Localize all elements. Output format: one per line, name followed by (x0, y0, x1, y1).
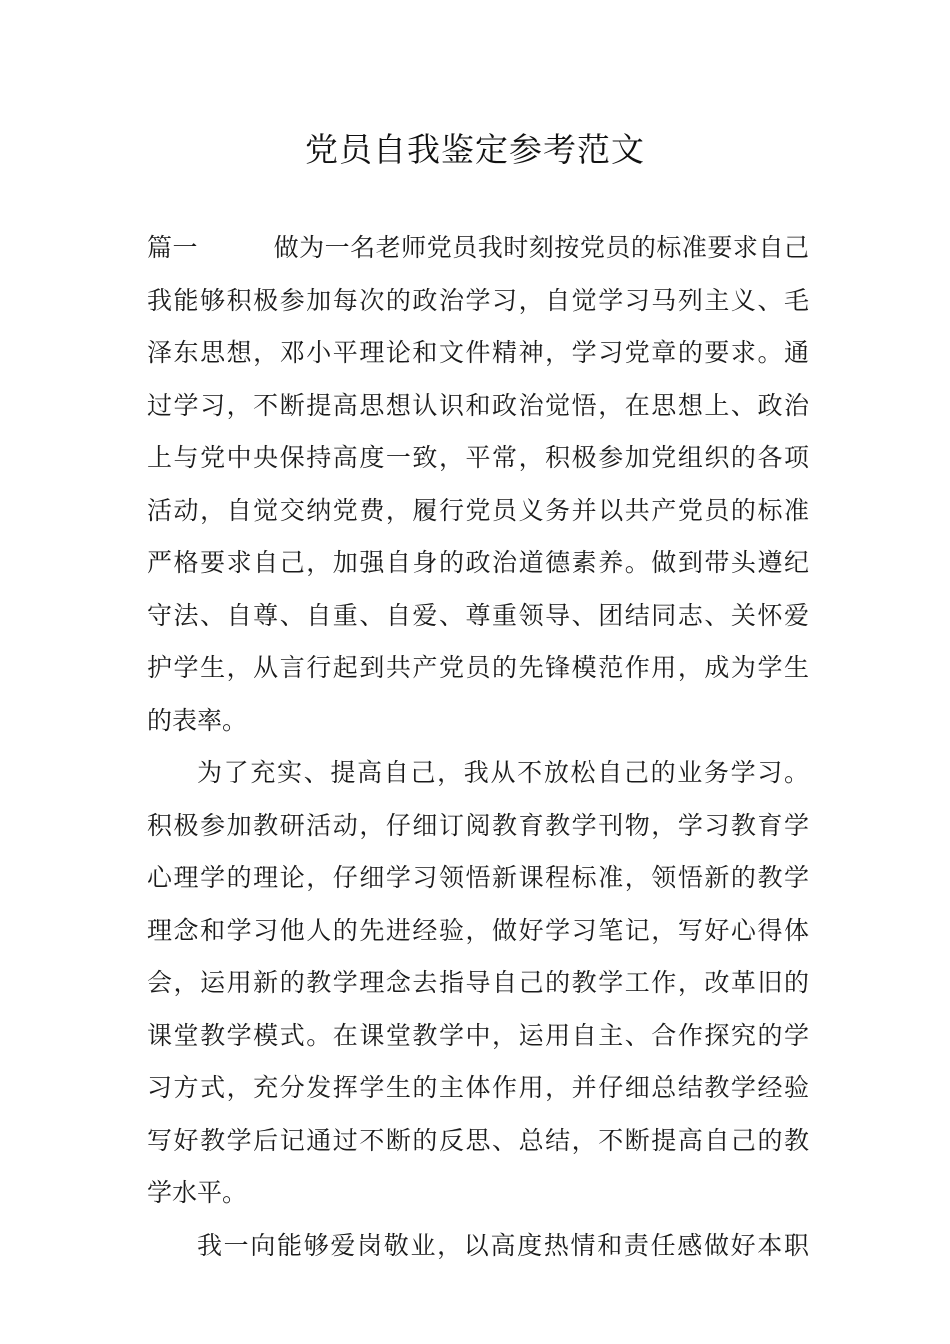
document-body (147, 222, 809, 1272)
document-title: 党员自我鉴定参考范文 (305, 130, 645, 169)
text-line: 上与党中央保持高度一致，平常，积极参加党组织的各项 (147, 443, 809, 472)
text-line: 护学生，从言行起到共产党员的先锋模范作用，成为学生 (147, 653, 809, 682)
text-line: 写好教学后记通过不断的反思、总结，不断提高自己的教 (147, 1125, 809, 1155)
text-line: 学水平。 (147, 1178, 248, 1207)
text-line: 的表率。 (147, 705, 248, 735)
paragraph-2 (147, 747, 809, 1220)
text-line: 我能够积极参加每次的政治学习，自觉学习马列主义、毛 (147, 285, 809, 315)
text-line: 为了充实、提高自己，我从不放松自己的业务学习。 (197, 758, 809, 787)
text-line: 课堂教学模式。在课堂教学中，运用自主、合作探究的学 (147, 1020, 809, 1050)
paragraph-3 (147, 1220, 809, 1273)
text-line: 我一向能够爱岗敬业，以高度热情和责任感做好本职 (197, 1230, 809, 1260)
text-line: 会，运用新的教学理念去指导自己的教学工作，改革旧的 (147, 968, 809, 997)
text-line: 严格要求自己，加强自身的政治道德素养。做到带头遵纪 (147, 548, 809, 577)
text-line: 习方式，充分发挥学生的主体作用，并仔细总结教学经验 (147, 1073, 809, 1102)
text-line: 理念和学习他人的先进经验，做好学习笔记，写好心得体 (147, 915, 809, 945)
text-line: 篇一 做为一名老师党员我时刻按党员的标准要求自己 (147, 233, 809, 262)
text-line: 积极参加教研活动，仔细订阅教育教学刊物，学习教育学 (147, 810, 809, 840)
section-label: 篇一 (147, 233, 199, 262)
text-line: 心理学的理论，仔细学习领悟新课程标准，领悟新的教学 (147, 863, 809, 892)
text-line: 守法、自尊、自重、自爱、尊重领导、团结同志、关怀爱 (147, 600, 809, 630)
text-line: 活动，自觉交纳党费，履行党员义务并以共产党员的标准 (147, 495, 809, 525)
text-line: 过学习，不断提高思想认识和政治觉悟，在思想上、政治 (147, 390, 809, 420)
paragraph-1 (147, 222, 809, 747)
text-line: 泽东思想，邓小平理论和文件精神，学习党章的要求。通 (147, 338, 809, 367)
